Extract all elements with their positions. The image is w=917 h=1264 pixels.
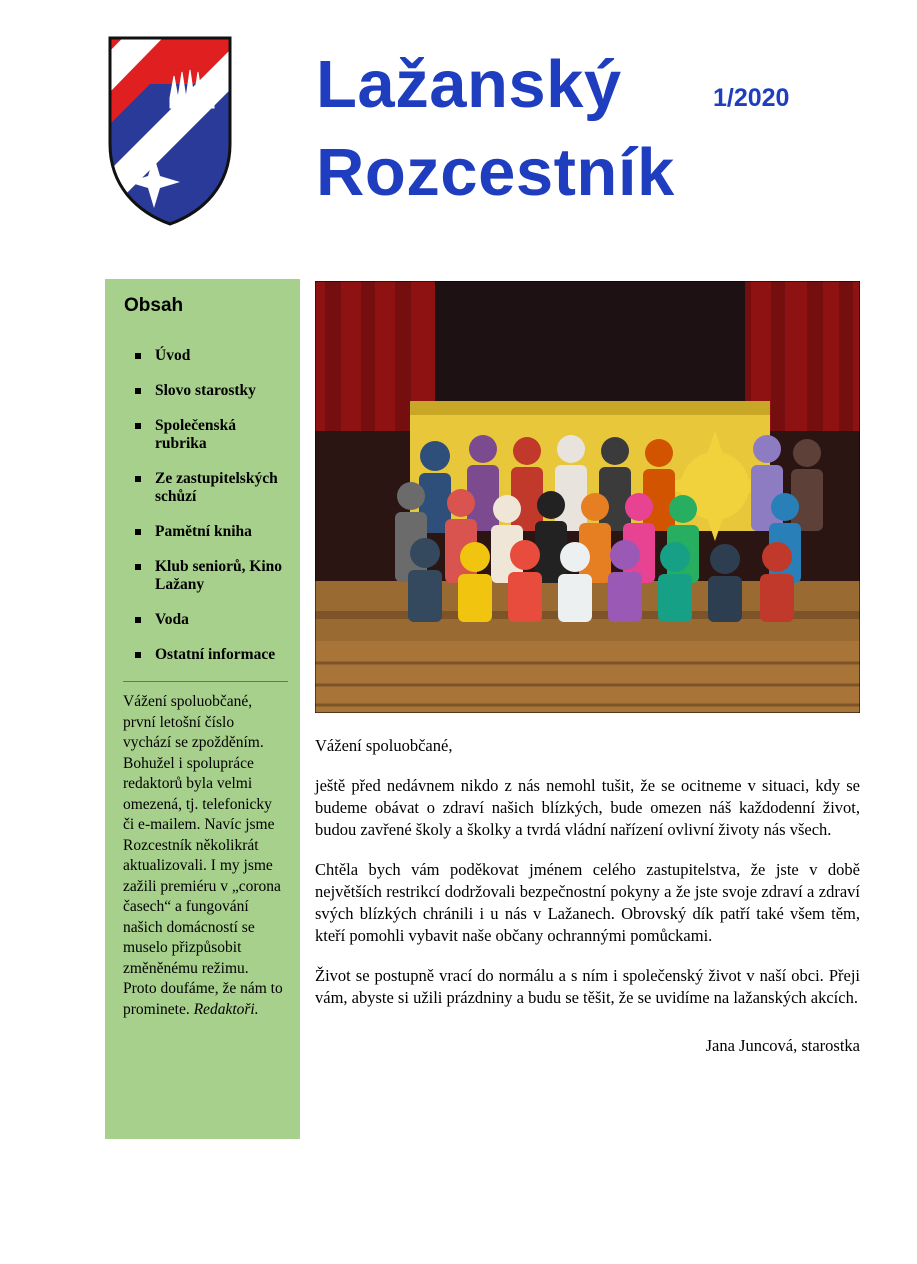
contents-item-label: Voda [155, 611, 189, 628]
contents-item-label: Pamětní kniha [155, 523, 252, 540]
contents-item-label: Ze zastupitelských schůzí [155, 470, 278, 505]
editors-note-signature: Redaktoři. [193, 1000, 259, 1018]
sidebar-divider [123, 681, 288, 682]
letter-paragraph: Život se postupně vrací do normálu a s ním i společenský život v naší obci. Přeji vám, abyste si užili prázdniny a budu se těšit, že se uvidíme na lažanských akcích. [315, 966, 860, 1007]
contents-sidebar [105, 279, 300, 1139]
letter-paragraph: Chtěla bych vám poděkovat jménem celého zastupitelstva, že jste v době největších restrikcí dodržovali bezpečnostní pokyny a že jste svoje zdraví a zdraví svých blízkých chránili i u nás v Lažanech. Obrovský dík patří také všem těm, kteří pomohli vybavit naše občany ochrannými pomůckami. [315, 860, 860, 945]
list-item[interactable] [129, 347, 286, 365]
mayor-letter [315, 735, 860, 1075]
coat-of-arms-icon [108, 36, 232, 226]
letter-paragraph: ještě před nedávnem nikdo z nás nemohl tušit, že se ocitneme v situaci, kdy se budeme obávat o zdraví našich blízkých, bude omezen náš každodenní život, budou zavřené školy a školky a tvrdá vládní nařízení ovlivní životy nás všech. [315, 776, 860, 839]
publication-title-line-1: Lažanský [316, 47, 622, 122]
list-item[interactable] [129, 611, 286, 629]
letter-signature: Jana Juncová, starostka [705, 1036, 860, 1055]
contents-heading: Obsah [124, 295, 184, 316]
publication-title-line-2: Rozcestník [316, 135, 675, 210]
contents-item-label: Ostatní informace [155, 646, 276, 663]
contents-item-label: Společenská rubrika [155, 417, 236, 452]
list-item[interactable] [129, 523, 286, 541]
cover-photo-image [315, 281, 860, 713]
contents-item-label: Úvod [155, 347, 191, 364]
list-item[interactable] [129, 558, 286, 594]
contents-list [119, 347, 286, 664]
contents-item-label: Klub seniorů, Kino Lažany [155, 558, 283, 593]
masthead-title-block [300, 46, 900, 246]
editors-note-text: Vážení spoluobčané, první letošní číslo vychází se zpožděním. Bohužel i spolupráce redaktorů byla velmi omezená, tj. telefonicky či e-mailem. Navíc jsme Rozcestník několikrát aktualizovali. I my jsme zažili premiéru v „corona časech“ a fungování našich domácností se muselo přizpůsobit změněnému režimu. Proto doufáme, že nám to prominete. [123, 693, 283, 1018]
letter-greeting: Vážení spoluobčané, [315, 736, 453, 755]
list-item[interactable] [129, 646, 286, 664]
list-item[interactable] [129, 382, 286, 400]
list-item[interactable] [129, 470, 286, 506]
issue-number: 1/2020 [713, 84, 790, 112]
cover-photo [315, 281, 860, 713]
editors-note [123, 692, 284, 1020]
list-item[interactable] [129, 417, 286, 453]
contents-item-label: Slovo starostky [155, 382, 256, 399]
masthead [0, 0, 917, 258]
